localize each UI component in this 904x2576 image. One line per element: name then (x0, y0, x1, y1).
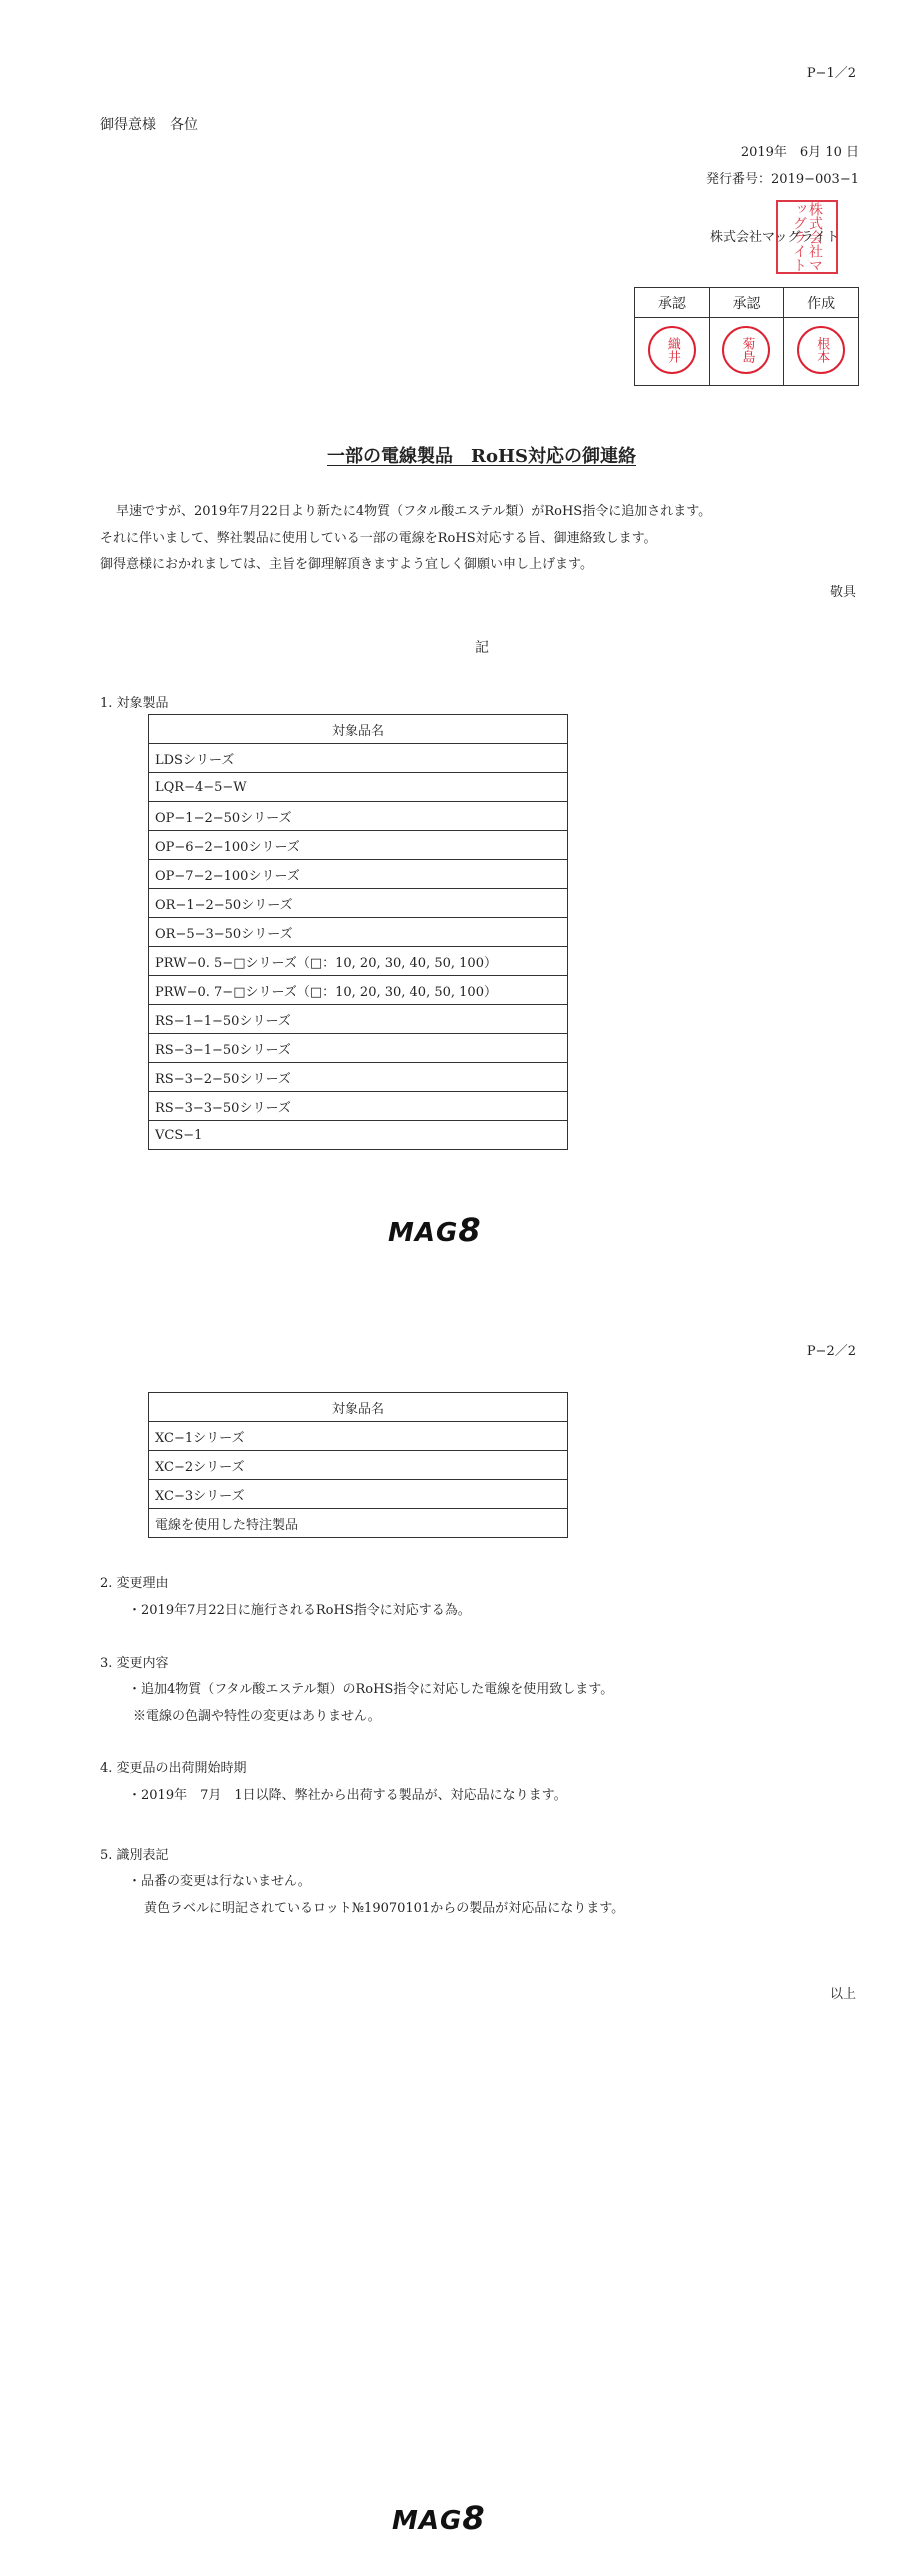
page-number: P−2／2 (806, 1344, 856, 1359)
section-line: ※電線の色調や特性の変更はありません。 (133, 1709, 381, 1724)
table-row (149, 744, 568, 773)
product-name: VCS−1 (149, 1121, 568, 1150)
product-name: XC−3シリーズ (149, 1480, 568, 1509)
section-line: ・2019年 7月 1日以降、弊社から出荷する製品が、対応品になります。 (128, 1788, 567, 1803)
table-row (149, 1480, 568, 1509)
table-row (149, 889, 568, 918)
table-header: 対象品名 (149, 715, 568, 744)
product-name: RS−3−2−50シリーズ (149, 1063, 568, 1092)
table-row (149, 1063, 568, 1092)
page-number: P−1／2 (806, 66, 856, 81)
section-line: ・追加4物質（フタル酸エステル類）のRoHS指令に対応した電線を使用致します。 (128, 1682, 614, 1697)
product-table (148, 1392, 568, 1538)
table-row (149, 1121, 568, 1150)
approval-header: 承認 (709, 288, 784, 318)
approval-header: 承認 (635, 288, 710, 318)
section-heading: 5. 識別表記 (100, 1848, 169, 1863)
issue-date: 2019年 6月 10 日 (740, 145, 859, 160)
product-name: PRW−0. 7−□シリーズ（□：10, 20, 30, 40, 50, 100） (149, 976, 568, 1005)
table-row (149, 1451, 568, 1480)
product-name: OR−1−2−50シリーズ (149, 889, 568, 918)
table-row (149, 773, 568, 802)
section-line: 黄色ラベルに明記されているロット№19070101からの製品が対応品になります。 (144, 1901, 625, 1916)
table-row (149, 802, 568, 831)
table-row (149, 860, 568, 889)
approval-header: 作成 (784, 288, 859, 318)
section-heading: 4. 変更品の出荷開始時期 (100, 1761, 247, 1776)
product-name: RS−3−3−50シリーズ (149, 1092, 568, 1121)
product-name: PRW−0. 5−□シリーズ（□：10, 20, 30, 40, 50, 100） (149, 947, 568, 976)
product-table (148, 714, 568, 1150)
body-line: 早速ですが、2019年7月22日より新たに4物質（フタル酸エステル類）がRoHS指令に追加されます。 (116, 504, 712, 519)
table-row (149, 947, 568, 976)
product-name: LDSシリーズ (149, 744, 568, 773)
ki-heading: 記 (475, 640, 489, 656)
section-heading: 1. 対象製品 (100, 696, 169, 711)
product-name: RS−1−1−50シリーズ (149, 1005, 568, 1034)
product-name: OP−7−2−100シリーズ (149, 860, 568, 889)
company-logo: MAG8 (392, 2499, 486, 2537)
product-name: LQR−4−5−W (149, 773, 568, 802)
table-row (149, 1092, 568, 1121)
document-title: 一部の電線製品 RoHS対応の御連絡 (327, 446, 636, 467)
product-name: OP−1−2−50シリーズ (149, 802, 568, 831)
table-row (149, 831, 568, 860)
section-heading: 3. 変更内容 (100, 1656, 169, 1671)
product-name: XC−2シリーズ (149, 1451, 568, 1480)
product-name: OR−5−3−50シリーズ (149, 918, 568, 947)
body-line: それに伴いまして、弊社製品に使用している一部の電線をRoHS対応する旨、御連絡致します。 (100, 531, 657, 546)
table-header: 対象品名 (149, 1393, 568, 1422)
approval-table (634, 287, 859, 386)
table-row (149, 1034, 568, 1063)
closing-ijou: 以上 (829, 1987, 856, 2002)
addressee: 御得意様 各位 (100, 117, 198, 133)
closing-keigu: 敬具 (829, 585, 856, 600)
section-line: ・品番の変更は行ないません。 (128, 1874, 311, 1889)
table-row (149, 976, 568, 1005)
table-row (149, 1422, 568, 1451)
issue-number: 発行番号：2019−003−1 (706, 172, 859, 187)
document-page-2 (0, 1285, 904, 2576)
product-name: OP−6−2−100シリーズ (149, 831, 568, 860)
company-logo: MAG8 (388, 1211, 482, 1249)
product-name: XC−1シリーズ (149, 1422, 568, 1451)
company-name: 株式会社マッグライト (710, 230, 840, 245)
document-page-1 (0, 0, 904, 1285)
section-heading: 2. 変更理由 (100, 1576, 169, 1591)
approval-seal: 根本 (797, 326, 845, 374)
approval-seal: 織井 (648, 326, 696, 374)
section-line: ・2019年7月22日に施行されるRoHS指令に対応する為。 (128, 1603, 471, 1618)
product-name: RS−3−1−50シリーズ (149, 1034, 568, 1063)
product-name: 電線を使用した特注製品 (149, 1509, 568, 1538)
table-row (149, 1509, 568, 1538)
company-seal: 株式会社マッグライト (776, 200, 838, 274)
table-row (149, 918, 568, 947)
body-line: 御得意様におかれましては、主旨を御理解頂きますよう宜しく御願い申し上げます。 (100, 557, 593, 572)
table-row (149, 1005, 568, 1034)
approval-seal: 菊島 (722, 326, 770, 374)
